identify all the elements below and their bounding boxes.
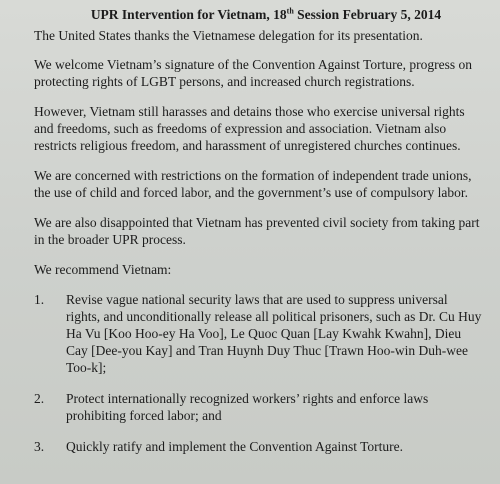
document-title [34,6,484,23]
paragraph-concerns-labor: We are concerned with restrictions on the formation of independent trade unions, the use of child and forced labor, and the government’s use of compulsory labor. [34,168,472,200]
list-item [34,390,484,424]
list-item [34,291,484,376]
title-superscript: th [286,6,294,16]
paragraph-concerns-freedoms: However, Vietnam still harasses and detains those who exercise universal rights and freedoms, such as freedoms of expression and association. Vietnam also restricts religious freedom, and harassment of unregistered churches continues. [34,104,465,153]
paragraph-thanks: The United States thanks the Vietnamese delegation for its presentation. [34,28,423,43]
paragraph-welcome: We welcome Vietnam’s signature of the Convention Against Torture, progress on protecting rights of LGBT persons, and increased church registrations. [34,57,472,89]
recommend-heading: We recommend Vietnam: [34,262,172,277]
list-item-number: 3. [34,439,45,454]
recommendation-list [34,291,484,455]
title-prefix: UPR Intervention for Vietnam, 18 [90,7,287,22]
paragraph-disappointed: We are also disappointed that Vietnam has prevented civil society from taking part in the broader UPR process. [34,215,480,247]
list-item-number: 2. [34,391,45,406]
title-suffix: Session February 5, 2014 [293,7,442,22]
list-item [34,438,484,455]
list-item-text: Quickly ratify and implement the Convention Against Torture. [66,439,403,454]
list-item-number: 1. [34,292,45,307]
list-item-text: Protect internationally recognized workers’ rights and enforce laws prohibiting forced labor; and [66,391,429,423]
list-item-text: Revise vague national security laws that are used to suppress universal rights, and unconditionally release all political prisoners, such as Dr. Cu Huy Ha Vu [Koo Hoo-ey Ha Voo], Le Quoc Quan [Lay Kwahk Kwahn], Dieu Cay [Dee-you Kay] and Tran Huynh Duy Thuc [Trawn Hoo-win Duh-wee Too-k]; [66,292,482,375]
